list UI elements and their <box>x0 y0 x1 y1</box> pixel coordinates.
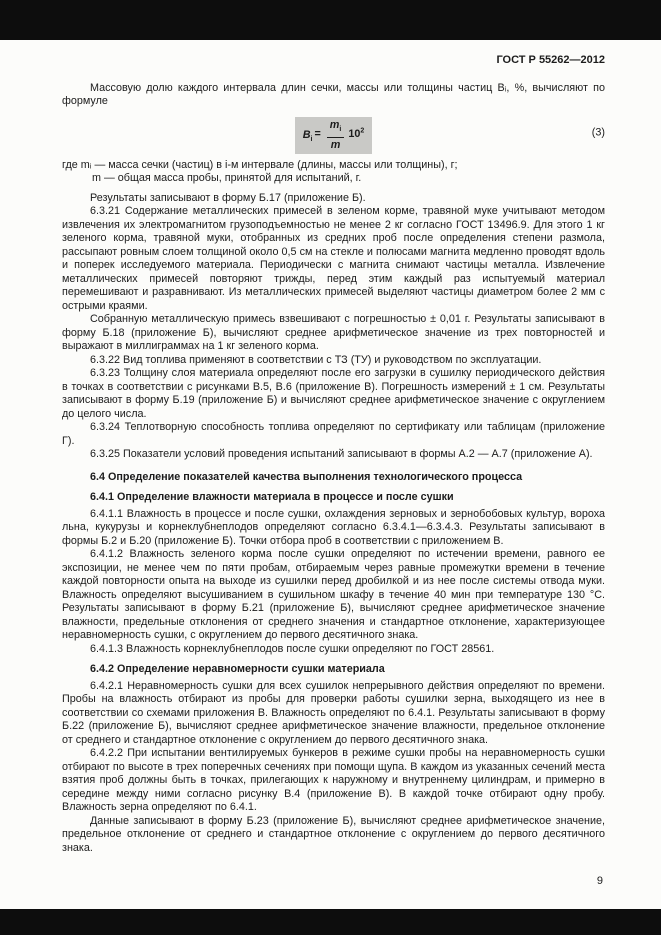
formula-numerator: $m_i$ <box>327 119 345 138</box>
paragraph-intro: Массовую долю каждого интервала длин сечки, массы или толщины частиц Bᵢ, %, вычисляют по формуле <box>62 81 605 107</box>
page-number: 9 <box>596 875 603 887</box>
paragraph-6-4-1-2: 6.4.1.2 Влажность зеленого корма после сушки определяют по истечении времени, равного ее экспозиции, не менее чем по пяти пробам, отбираемым через равные промежутки времени в течение каждой повторности опыта на выходе из сушилки перед дробилкой и из нее после системы отвода муки. Влажность определяют высушиванием в сушильном шкафу в течение 40 мин при температуре 130 °С. Результаты записывают в форму Б.21 (приложение Б), вычисляют среднее арифметическое значение влажности, предельные отклонения от среднего значения и стандартное отклонение, характеризующее неравномерность сушки, с округлением до первого десятичного знака. <box>62 548 605 641</box>
paragraph-6-3-23: 6.3.23 Толщину слоя материала определяют после его загрузки в сушилку периодического действия в точках в соответствии с рисунками В.5, В.6 (приложение В). Погрешность измерений ± 1 см. Результаты записывают в форму Б.19 (приложение Б) и вычисляют среднее арифметическое значение с округлением до целого числа. <box>62 367 605 420</box>
document-page <box>0 40 661 909</box>
paragraph-6-4-2-2: 6.4.2.2 При испытании вентилируемых бункеров в режиме сушки пробы на неравномерность сушки отбирают по высоте в трех поперечных сечениях при помощи щупа. В каждом из указанных сечений места взятия проб должны быть в точках, прилегающих к наружному и внутреннему цилиндрам, и примерно в середине между ними согласно рисунку В.4 (приложение В). В каждой точке отбирают одну пробу. Влажность зерна определяют по 6.4.1. <box>62 747 605 813</box>
heading-6-4-1: 6.4.1 Определение влажности материала в процессе и после сушки <box>90 491 454 503</box>
paragraph-6-4-1-1: 6.4.1.1 Влажность в процессе и после сушки, охлаждения зерновых и зернобобовых культур, вороха льна, кукурузы и корнеклубнеплодов определяют согласно 6.3.4.1—6.3.4.3. Результаты записывают в формы Б.2 и Б.20 (приложение Б). Точки отбора проб в соответствии с приложением В. <box>62 507 605 547</box>
where-line-1: где mᵢ — масса сечки (частиц) в i-м интервале (длины, массы или толщины), г; <box>62 158 458 171</box>
formula-lhs-subscript: i <box>310 135 313 143</box>
formula-equals: = <box>314 128 321 141</box>
document-content <box>62 54 605 855</box>
paragraph-6-3-24: 6.3.24 Теплотворную способность топлива определяют по сертификату или таблицам (приложение Г). <box>62 421 605 447</box>
paragraph-6-3-22: 6.3.22 Вид топлива применяют в соответствии с ТЗ (ТУ) и руководством по эксплуатации. <box>90 353 542 366</box>
heading-6-4-2: 6.4.2 Определение неравномерности сушки материала <box>90 663 385 675</box>
where-line-2: m — общая масса пробы, принятой для испытаний, г. <box>92 172 362 184</box>
paragraph-6-3-25: 6.3.25 Показатели условий проведения испытаний записывают в формы А.2 — А.7 (приложение А). <box>90 448 593 460</box>
formula-denominator: m <box>330 138 341 151</box>
paragraph-results-b17: Результаты записывают в форму Б.17 (приложение Б). <box>90 191 366 204</box>
paragraph-6-4-1-3: 6.4.1.3 Влажность корнеклубнеплодов после сушки определяют по ГОСТ 28561. <box>90 642 495 655</box>
heading-6-4: 6.4 Определение показателей качества выполнения технологического процесса <box>90 470 523 483</box>
formula-block <box>62 116 605 150</box>
document-header: ГОСТ Р 55262—2012 <box>496 54 605 66</box>
paragraph-6-4-2-1: 6.4.2.1 Неравномерность сушки для всех сушилок непрерывного действия определяют по времени. Пробы на влажность отбирают из пробы для проверки работы сушилки зерна, выходящего из нее в соответствии со схемами приложения В. Влажность определяют по 6.4.1. Результаты записывают в форму Б.22 (приложение Б), вычисляют среднее арифметическое значение влажности, предельное отклонение от среднего и стандартное отклонение с округлением до первого десятичного знака. <box>62 679 605 746</box>
formula-fraction <box>327 119 345 151</box>
formula-number: (3) <box>591 125 605 138</box>
formula-factor: $10^2$ <box>348 127 365 141</box>
paragraph-metal-weighing: Собранную металлическую примесь взвешивают с погрешностью ± 0,01 г. Результаты записывают в форму Б.18 (приложение Б), вычисляют среднее арифметическое значение из трех повторностей и выражают в миллиграммах на 1 кг зеленого корма. <box>62 313 605 352</box>
paragraph-final-data: Данные записывают в форму Б.23 (приложение Б), вычисляют среднее арифметическое значение, предельное отклонение от среднего и стандартное отклонение с округлением до первого десятичного знака. <box>62 814 605 854</box>
formula-lhs: B <box>302 128 311 141</box>
paragraph-6-3-21: 6.3.21 Содержание металлических примесей в зеленом корме, травяной муке учитывают методом извлечения их электромагнитом грузоподъемностью не менее 2 кг согласно ГОСТ 13496.9. Для этого 1 кг зеленого корма, травяной муки, отобранных из средних проб после определения степени размола, рассыпают ровным слоем толщиной около 0,5 см на стекле и полюсами магнита медленно проводят вдоль и поперек исследуемого материала. Периодически с магнита снимают частицы металла. Извлечение металлических примесей повторяют трижды, перед этим каждый раз испытуемый материал перемешивают и разравнивают. Из металлических примесей выделяют частицы диаметром более 2 мм с острыми краями. <box>62 205 605 312</box>
formula <box>295 117 373 154</box>
